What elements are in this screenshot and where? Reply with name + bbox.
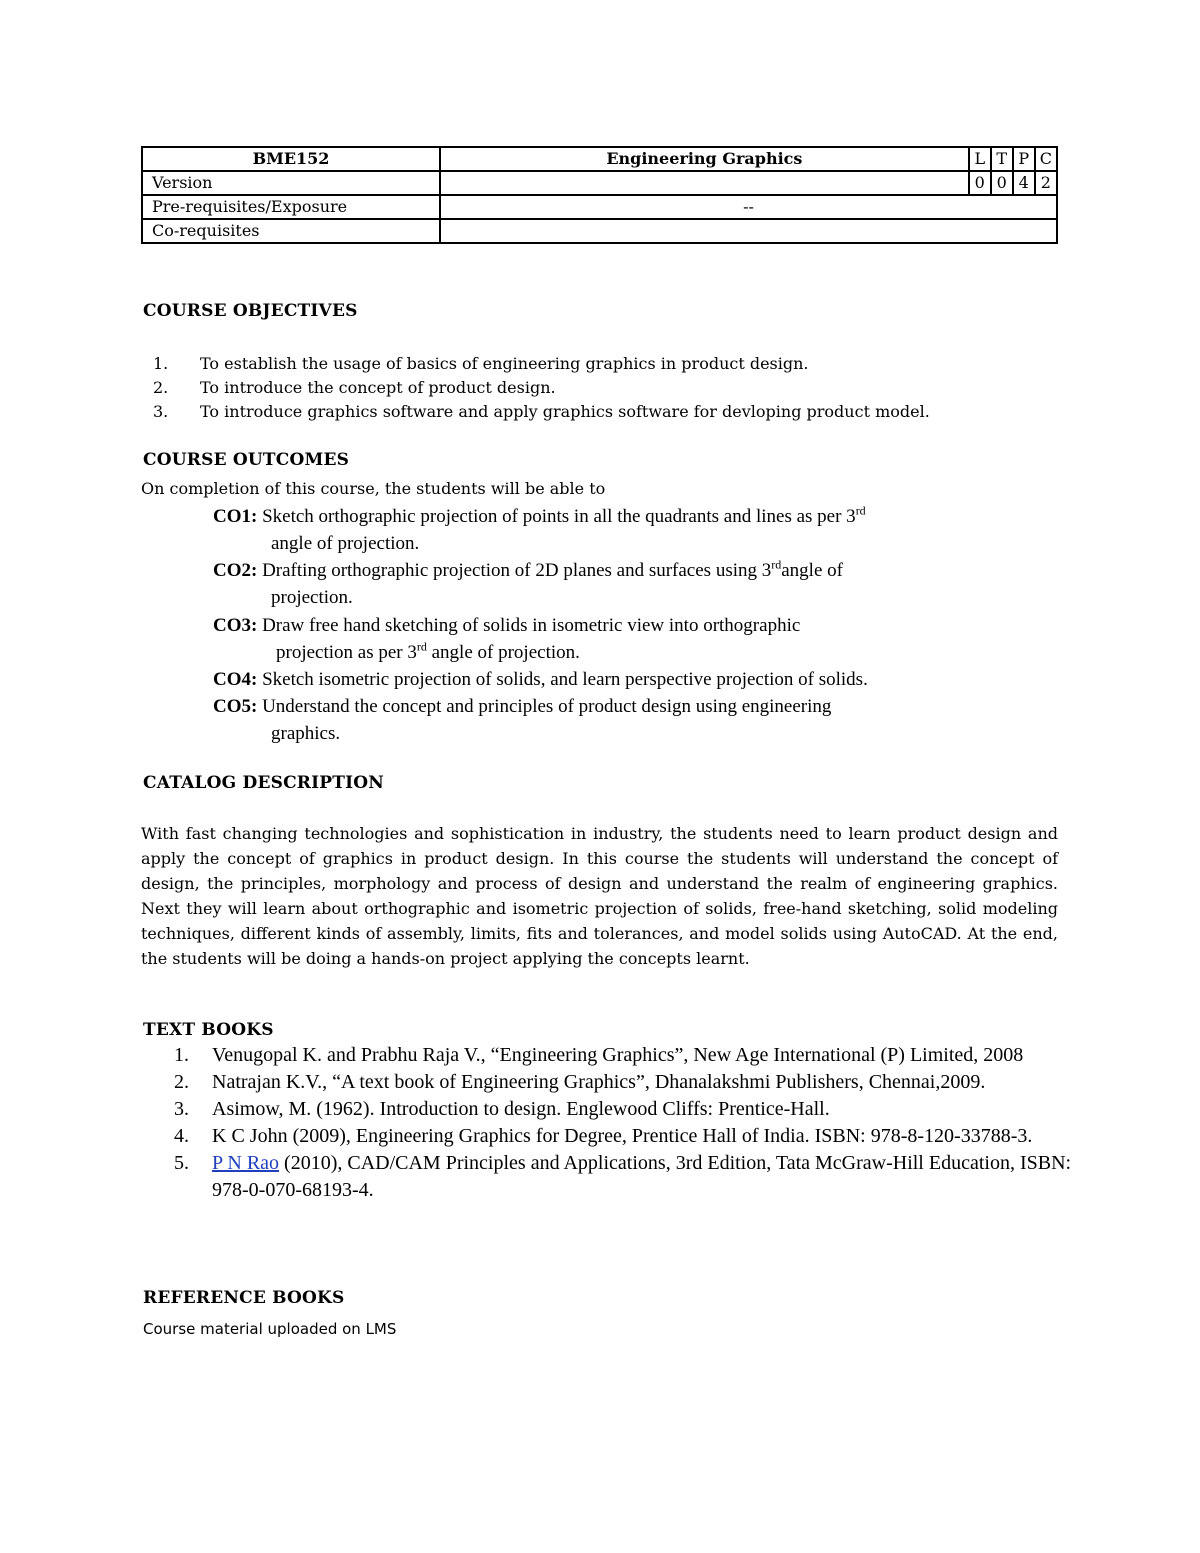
reference-heading: REFERENCE BOOKS xyxy=(143,1288,345,1308)
superscript: rd xyxy=(771,557,782,572)
ltpc-value-t: 0 xyxy=(991,171,1013,195)
item-number: 4. xyxy=(174,1125,189,1147)
prereq-label: Pre-requisites/Exposure xyxy=(142,195,440,219)
outcome-text-b: angle of projection. xyxy=(426,642,580,663)
outcome-text: Sketch isometric projection of solids, and learn perspective projection of solids. xyxy=(257,669,868,690)
author-link[interactable]: P N Rao xyxy=(212,1152,280,1174)
outcome-co2 xyxy=(213,557,1033,611)
item-text: K C John (2009), Engineering Graphics for Degree, Prentice Hall of India. ISBN: 978-8-120-33788-3. xyxy=(212,1125,1033,1147)
outcome-code: CO1: xyxy=(213,506,258,527)
item-number: 1. xyxy=(174,1044,189,1066)
item-number: 1. xyxy=(153,354,169,373)
item-text: Venugopal K. and Prabhu Raja V., “Engineering Graphics”, New Age International (P) Limited, 2008 xyxy=(212,1044,1024,1066)
catalog-heading: CATALOG DESCRIPTION xyxy=(143,773,385,793)
outcome-text-b: angle of xyxy=(781,560,843,581)
outcome-text-cont xyxy=(213,639,1033,666)
ltpc-value-p: 4 xyxy=(1013,171,1035,195)
ltpc-value-l: 0 xyxy=(969,171,991,195)
list-item xyxy=(174,1123,1074,1150)
item-text: Asimow, M. (1962). Introduction to design. Englewood Cliffs: Prentice-Hall. xyxy=(212,1098,830,1120)
course-title: Engineering Graphics xyxy=(440,147,969,171)
table-row xyxy=(142,195,1057,219)
outcome-code: CO3: xyxy=(213,615,258,636)
objectives-list xyxy=(153,352,930,424)
catalog-description: With fast changing technologies and sophistication in industry, the students need to learn product design and apply the concept of graphics in product design. In this course the students will understand the concept of design, the principles, morphology and process of design and understand the realm of engineering graphics. Next they will learn about orthographic and isometric projection of solids, free-hand sketching, solid modeling techniques, different kinds of assembly, limits, fits and tolerances, and model solids using AutoCAD. At the end, the students will be doing a hands-on project applying the concepts learnt. xyxy=(141,824,1058,968)
list-item xyxy=(174,1096,1074,1123)
course-info-table xyxy=(141,146,1058,244)
list-item xyxy=(153,376,930,400)
outcome-co1 xyxy=(213,503,1033,557)
outcome-text: Understand the concept and principles of product design using engineering xyxy=(257,696,832,717)
item-text: Natrajan K.V., “A text book of Engineering Graphics”, Dhanalakshmi Publishers, Chennai,2009. xyxy=(212,1071,986,1093)
table-row xyxy=(142,171,1057,195)
superscript: rd xyxy=(855,503,866,518)
item-number: 2. xyxy=(174,1071,189,1093)
outcome-text: Drafting orthographic projection of 2D planes and surfaces using 3 xyxy=(257,560,772,581)
ltpc-header-l: L xyxy=(969,147,991,171)
outcome-co4 xyxy=(213,666,1033,693)
table-row xyxy=(142,219,1057,243)
item-number: 3. xyxy=(153,402,169,421)
superscript: rd xyxy=(416,639,427,654)
objectives-heading: COURSE OBJECTIVES xyxy=(143,301,358,321)
ltpc-header-t: T xyxy=(991,147,1013,171)
outcome-code: CO5: xyxy=(213,696,258,717)
ltpc-value-c: 2 xyxy=(1035,171,1057,195)
outcome-text-cont: graphics. xyxy=(271,723,341,744)
version-value xyxy=(440,171,969,195)
item-number: 2. xyxy=(153,378,169,397)
outcome-co5 xyxy=(213,693,1033,747)
textbooks-list xyxy=(174,1042,1074,1204)
textbooks-heading: TEXT BOOKS xyxy=(143,1020,274,1040)
ltpc-header-c: C xyxy=(1035,147,1057,171)
item-text: (2010), CAD/CAM Principles and Applications, 3rd Edition, Tata McGraw-Hill Education, ISBN: 978-0-070-68193-4. xyxy=(212,1152,1072,1201)
outcome-code: CO4: xyxy=(213,669,258,690)
outcomes-intro: On completion of this course, the students will be able to xyxy=(141,479,606,498)
outcomes-heading: COURSE OUTCOMES xyxy=(143,450,350,470)
coreq-label: Co-requisites xyxy=(142,219,440,243)
item-number: 3. xyxy=(174,1098,189,1120)
list-item xyxy=(174,1150,1074,1204)
list-item xyxy=(153,400,930,424)
item-text: To introduce the concept of product design. xyxy=(200,378,556,397)
outcome-text-cont: projection. xyxy=(271,587,353,608)
reference-text: Course material uploaded on LMS xyxy=(143,1320,397,1338)
outcome-text-a: projection as per 3 xyxy=(276,642,417,663)
prereq-value: -- xyxy=(440,195,1057,219)
outcome-text: Sketch orthographic projection of points in all the quadrants and lines as per 3 xyxy=(257,506,856,527)
version-label: Version xyxy=(142,171,440,195)
table-row xyxy=(142,147,1057,171)
item-number: 5. xyxy=(174,1152,189,1174)
coreq-value xyxy=(440,219,1057,243)
ltpc-header-p: P xyxy=(1013,147,1035,171)
item-text: To establish the usage of basics of engineering graphics in product design. xyxy=(200,354,809,373)
outcome-text-cont: angle of projection. xyxy=(271,533,420,554)
list-item xyxy=(174,1069,1074,1096)
list-item xyxy=(174,1042,1074,1069)
outcome-code: CO2: xyxy=(213,560,258,581)
item-text: To introduce graphics software and apply graphics software for devloping product model. xyxy=(200,402,930,421)
outcome-co3 xyxy=(213,612,1033,666)
outcome-text: Draw free hand sketching of solids in isometric view into orthographic xyxy=(257,615,801,636)
course-code: BME152 xyxy=(142,147,440,171)
list-item xyxy=(153,352,930,376)
